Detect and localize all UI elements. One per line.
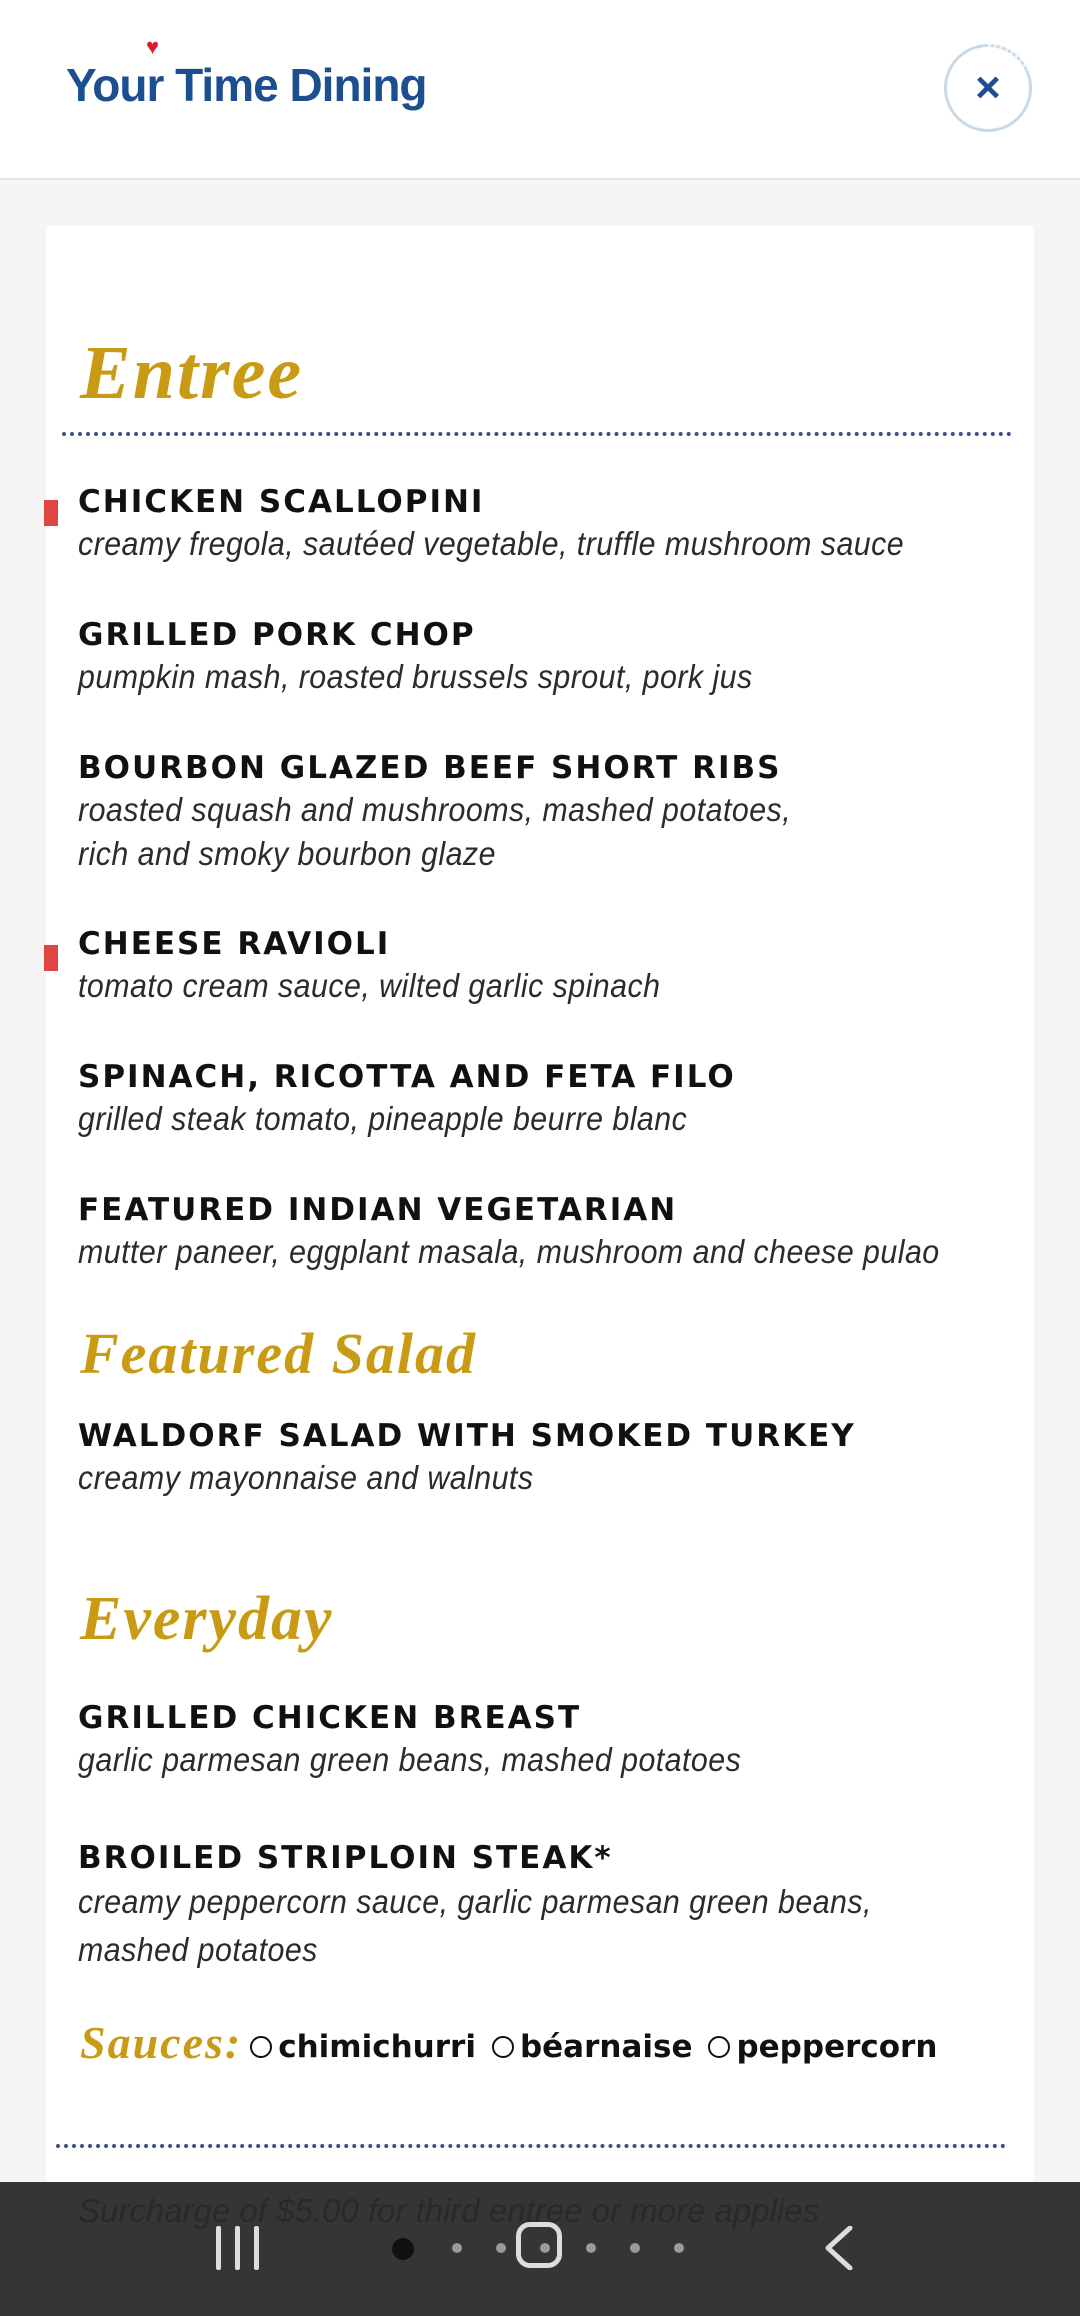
close-icon: × <box>975 63 1001 112</box>
item-name: WALDORF SALAD WITH SMOKED TURKEY <box>78 1418 856 1454</box>
app-header <box>0 0 1080 180</box>
item-desc: mashed potatoes <box>78 1931 318 1968</box>
sauce-label: chimichurri <box>278 2029 476 2065</box>
menu-item <box>78 1838 1018 1974</box>
menu-item <box>78 482 1018 566</box>
menu-item <box>78 748 1018 876</box>
item-desc: grilled steak tomato, pineapple beurre blanc <box>78 1100 688 1137</box>
heart-icon: ♥ <box>146 34 160 59</box>
page-dot-active <box>392 2238 414 2260</box>
back-icon[interactable] <box>824 2226 854 2270</box>
item-desc: mutter paneer, eggplant masala, mushroom and cheese pulao <box>78 1233 940 1270</box>
page-dot <box>586 2243 596 2253</box>
sauces-label: Sauces: <box>80 2017 243 2068</box>
item-desc: creamy mayonnaise and walnuts <box>78 1459 534 1496</box>
item-desc: creamy peppercorn sauce, garlic parmesan green beans, <box>78 1883 872 1920</box>
recents-icon[interactable] <box>214 2226 262 2270</box>
divider <box>56 2144 1006 2148</box>
page-dot <box>674 2243 684 2253</box>
item-name: GRILLED CHICKEN BREAST <box>78 1700 582 1736</box>
item-desc: roasted squash and mushrooms, mashed potatoes, <box>78 791 792 828</box>
item-name: CHICKEN SCALLOPINI <box>78 484 485 520</box>
item-name: SPINACH, RICOTTA AND FETA FILO <box>78 1059 736 1095</box>
sauce-label: peppercorn <box>736 2029 938 2065</box>
item-desc: creamy fregola, sautéed vegetable, truffle mushroom sauce <box>78 525 905 562</box>
menu-item <box>78 615 1018 699</box>
item-desc: garlic parmesan green beans, mashed potatoes <box>78 1741 742 1778</box>
item-marker <box>44 945 58 971</box>
radio-circle-icon <box>250 2036 272 2058</box>
section-title-featured-salad: Featured Salad <box>80 1321 477 1386</box>
item-desc: tomato cream sauce, wilted garlic spinach <box>78 967 661 1004</box>
radio-circle-icon <box>708 2036 730 2058</box>
menu-item <box>78 1057 1018 1141</box>
system-nav-bar <box>0 2182 1080 2316</box>
radio-circle-icon <box>492 2036 514 2058</box>
sauces-row <box>80 2016 953 2069</box>
item-name: BROILED STRIPLOIN STEAK* <box>78 1840 613 1876</box>
item-name: BOURBON GLAZED BEEF SHORT RIBS <box>78 750 782 786</box>
page-dot <box>496 2243 506 2253</box>
menu-card <box>46 226 1034 2316</box>
home-icon[interactable] <box>516 2222 562 2268</box>
page-dot <box>630 2243 640 2253</box>
menu-item <box>78 1416 1018 1500</box>
sauce-option-bearnaise <box>492 2029 693 2065</box>
item-desc: rich and smoky bourbon glaze <box>78 835 496 872</box>
item-name: GRILLED PORK CHOP <box>78 617 476 653</box>
app-logo: Your Time Dining <box>66 59 427 111</box>
page-dot <box>452 2243 462 2253</box>
section-title-everyday: Everyday <box>80 1585 334 1653</box>
sauce-label: béarnaise <box>519 2029 693 2065</box>
menu-item <box>78 1698 1018 1782</box>
divider <box>62 432 1012 436</box>
menu-item <box>78 924 1018 1008</box>
sauce-option-peppercorn <box>708 2029 937 2065</box>
item-name: FEATURED INDIAN VEGETARIAN <box>78 1192 678 1228</box>
section-title-entree: Entree <box>80 331 304 415</box>
menu-item <box>78 1190 1018 1274</box>
item-name: CHEESE RAVIOLI <box>78 926 391 962</box>
close-button[interactable] <box>944 44 1032 132</box>
item-desc: pumpkin mash, roasted brussels sprout, pork jus <box>78 658 753 695</box>
sauce-option-chimichurri <box>250 2029 476 2065</box>
item-marker <box>44 500 58 526</box>
